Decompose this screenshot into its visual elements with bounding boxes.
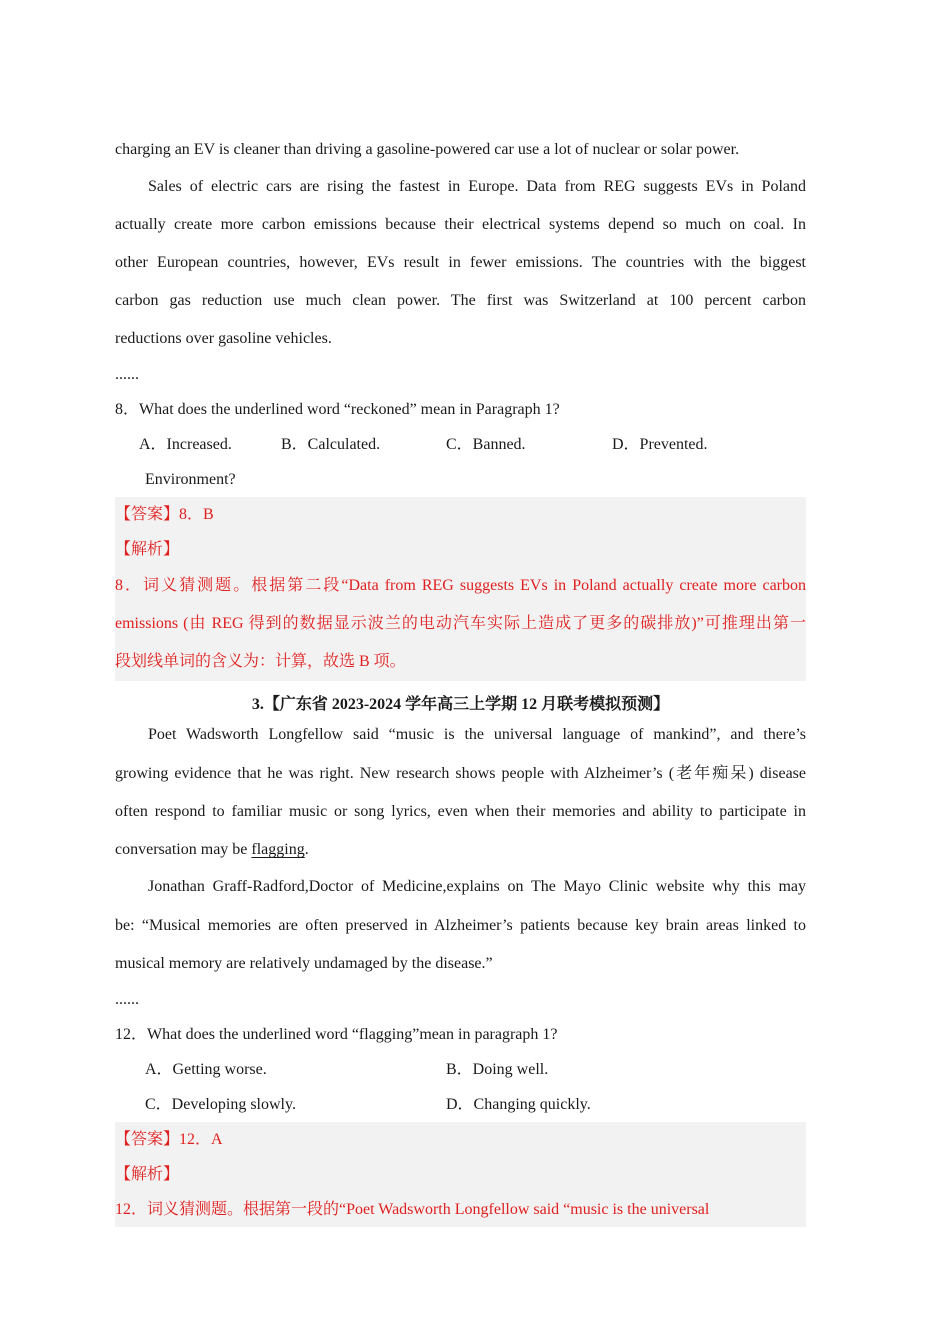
analysis-12-label: 【解析】 — [115, 1166, 180, 1183]
analysis-8-line: emissions (由 REG 得到的数据显示波兰的电动汽车实际上造成了更多的碳排放)”可推理出第一 — [115, 615, 806, 632]
paragraph-line: Sales of electric cars are rising the fastest in Europe. Data from REG suggests EVs in Poland — [148, 178, 806, 195]
answer-12: 【答案】12．A — [115, 1131, 223, 1148]
paragraph-line: often respond to familiar music or song lyrics, even when their memories and ability to participate in — [115, 803, 806, 820]
paragraph-line: other European countries, however, EVs result in fewer emissions. The countries with the biggest — [115, 254, 806, 271]
paragraph-line: Poet Wadsworth Longfellow said “music is the universal language of mankind”, and there’s — [148, 726, 806, 743]
analysis-8-line: 段划线单词的含义为：计算，故选 B 项。 — [115, 653, 406, 670]
option-c: C．Banned. — [446, 436, 526, 453]
question-12-options-row-2 — [115, 1087, 806, 1122]
paragraph-line: charging an EV is cleaner than driving a gasoline-powered car use a lot of nuclear or solar power. — [115, 141, 740, 158]
paragraph-line: carbon gas reduction use much clean power. The first was Switzerland at 100 percent carbon — [115, 292, 806, 309]
paragraph-line — [115, 831, 806, 869]
option-d: D．Prevented. — [612, 436, 708, 453]
ellipsis: ...... — [115, 366, 139, 383]
paragraph-longfellow — [115, 717, 806, 869]
question-8-stem: 8．What does the underlined word “reckoned” mean in Paragraph 1? — [115, 401, 560, 418]
underlined-word: flagging — [251, 841, 305, 858]
analysis-12-line: 12．词义猜测题。根据第一段的“Poet Wadsworth Longfellow said “music is the universal — [115, 1201, 710, 1218]
paragraph-line: musical memory are relatively undamaged by the disease.” — [115, 955, 493, 972]
paragraph-line: actually create more carbon emissions because their electrical systems depend so much on coal. In — [115, 216, 806, 233]
paragraph-line: Jonathan Graff-Radford,Doctor of Medicine,explains on The Mayo Clinic website why this may — [148, 878, 806, 895]
option-d: D．Changing quickly. — [446, 1096, 591, 1113]
option-c: C．Developing slowly. — [145, 1096, 296, 1113]
paragraph-line: growing evidence that he was right. New research shows people with Alzheimer’s (老年痴呆) disease — [115, 765, 806, 782]
analysis-8-line: 8．词义猜测题。根据第二段“Data from REG suggests EVs in Poland actually create more carbon — [115, 577, 806, 594]
question-12-stem: 12．What does the underlined word “flagging”mean in paragraph 1? — [115, 1026, 558, 1043]
option-b: B．Doing well. — [446, 1061, 549, 1078]
paragraph-sales — [115, 168, 806, 358]
section-3-heading: 3.【广东省 2023-2024 学年高三上学期 12 月联考模拟预测】 — [251, 696, 670, 713]
document-page — [115, 134, 806, 1227]
option-a: A．Increased. — [139, 436, 232, 453]
question-8-options — [115, 427, 806, 462]
answer-12-box — [115, 1122, 806, 1227]
option-a: A．Getting worse. — [145, 1061, 267, 1078]
question-8-extra: Environment? — [145, 471, 236, 488]
paragraph-graff-radford — [115, 869, 806, 983]
text-run: conversation may be — [115, 841, 252, 858]
analysis-8-label: 【解析】 — [115, 541, 180, 558]
paragraph-line: be: “Musical memories are often preserved in Alzheimer’s patients because key brain areas linked to — [115, 917, 806, 934]
question-12-options-row-1 — [115, 1052, 806, 1087]
answer-8-box — [115, 497, 806, 681]
answer-8: 【答案】8．B — [115, 506, 214, 523]
text-run: . — [304, 841, 309, 858]
ellipsis: ...... — [115, 991, 139, 1008]
paragraph-line: reductions over gasoline vehicles. — [115, 330, 332, 347]
option-b: B．Calculated. — [281, 436, 381, 453]
